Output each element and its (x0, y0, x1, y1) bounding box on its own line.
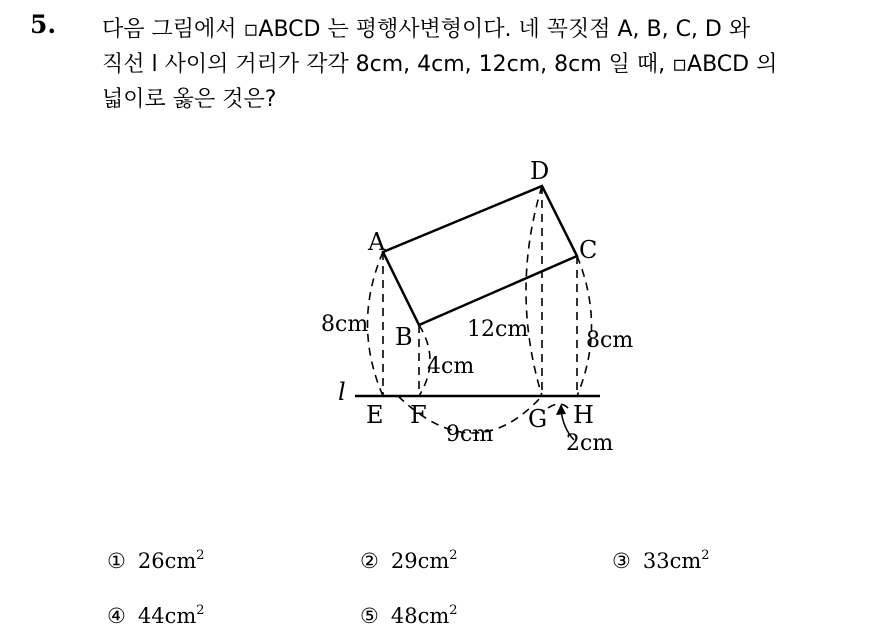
b-height-label: 4cm (427, 354, 475, 379)
choice-5[interactable] (360, 603, 458, 628)
arc-a-height (368, 252, 384, 396)
choice-5-mark: ⑤ (360, 604, 379, 628)
choice-5-unit: cm (417, 604, 450, 628)
question-line-2: 직선 l 사이의 거리가 각각 8cm, 4cm, 12cm, 8cm 일 때, ▫ABCD 의 (102, 52, 778, 77)
question-line-1: 다음 그림에서 ▫ABCD 는 평행사변형이다. 네 꼭짓점 A, B, C, D 와 (102, 17, 751, 42)
d-height-label: 12cm (467, 317, 529, 342)
choice-3-exponent: 2 (701, 548, 710, 563)
vertex-b-label: B (395, 323, 413, 351)
choice-2-exponent: 2 (449, 548, 458, 563)
choice-5-exponent: 2 (449, 603, 458, 618)
choice-4-unit: cm (164, 604, 197, 628)
choice-4-mark: ④ (107, 604, 126, 628)
vertex-a-label: A (368, 228, 386, 256)
choice-2-value: 29 (390, 549, 418, 573)
choice-3-unit: cm (669, 549, 702, 573)
parallelogram-abcd (383, 186, 577, 325)
choice-1-value: 26 (137, 549, 165, 573)
arc-gh (548, 404, 568, 408)
choice-1-unit: cm (164, 549, 197, 573)
vertex-d-label: D (530, 157, 550, 185)
vertex-c-label: C (579, 236, 598, 264)
point-g-label: G (528, 405, 548, 433)
choice-4-exponent: 2 (196, 603, 205, 618)
choice-1-mark: ① (107, 549, 126, 573)
choice-1-exponent: 2 (196, 548, 205, 563)
question-line-3: 넓이로 옳은 것은? (102, 87, 277, 112)
choice-2[interactable] (360, 548, 458, 573)
point-f-label: F (410, 401, 427, 429)
choice-2-mark: ② (360, 549, 379, 573)
choice-4-value: 44 (137, 604, 165, 628)
choice-3[interactable] (612, 548, 710, 573)
arc-d-height (526, 186, 542, 396)
choice-5-value: 48 (390, 604, 418, 628)
choice-4[interactable] (107, 603, 205, 628)
gh-length-label: 2cm (566, 431, 614, 456)
arc-c-height (577, 256, 592, 396)
line-l-label: l (338, 378, 346, 406)
fg-length-label: 9cm (446, 422, 494, 447)
a-height-label: 8cm (321, 312, 369, 337)
choice-3-value: 33 (642, 549, 670, 573)
choice-1[interactable] (107, 548, 205, 573)
question-number: 5. (30, 10, 57, 39)
choice-3-mark: ③ (612, 549, 631, 573)
choice-2-unit: cm (417, 549, 450, 573)
point-e-label: E (366, 401, 384, 429)
c-height-label: 8cm (586, 328, 634, 353)
point-h-label: H (573, 401, 594, 429)
